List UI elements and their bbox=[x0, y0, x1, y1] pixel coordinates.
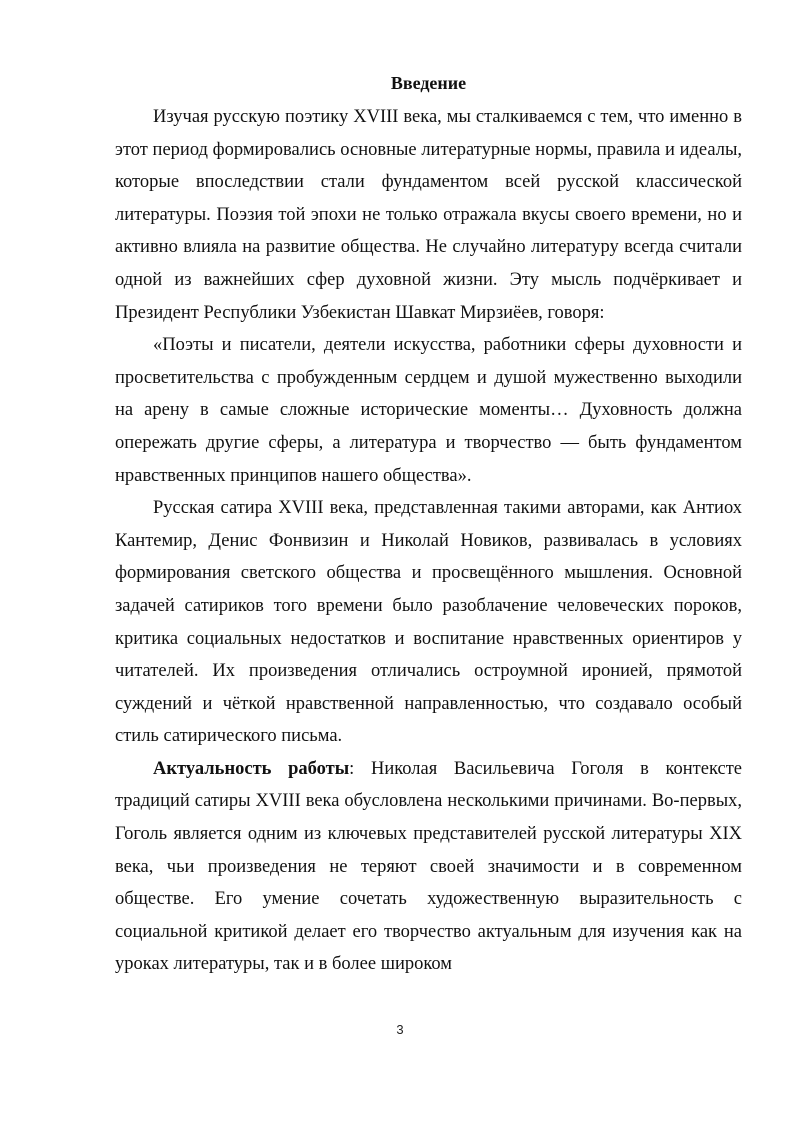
paragraph-quote bbox=[115, 329, 742, 492]
section-title: Введение bbox=[390, 73, 467, 93]
paragraph-satire bbox=[115, 492, 742, 753]
relevance-heading: Актуальность работы bbox=[153, 758, 350, 779]
paragraph-intro-text: Изучая русскую поэтику XVIII века, мы сталкиваемся с тем, что именно в этот период формировались основные литературные нормы, правила и идеалы, которые впоследствии стали фундаментом всей русской классической литературы. Поэзия той эпохи не только отражала вкусы своего времени, но и активно влияла на развитие общества. Не случайно литературу всегда считали одной из важнейших сфер духовной жизни. Эту мысль подчёркивает и Президент Республики Узбекистан Шавкат Мирзиёев, говоря: bbox=[115, 107, 742, 323]
document-page bbox=[115, 70, 742, 981]
paragraph-intro bbox=[115, 101, 742, 329]
page-number: 3 bbox=[396, 1022, 404, 1037]
paragraph-satire-text: Русская сатира XVIII века, представленная такими авторами, как Антиох Кантемир, Денис Фонвизин и Николай Новиков, развивалась в условиях формирования светского общества и просвещённого мышления. Основной задачей сатириков того времени было разоблачение человеческих пороков, критика социальных недостатков и воспитание нравственных ориентиров у читателей. Их произведения отличались остроумной иронией, прямотой суждений и чёткой нравственной направленностью, что создавало особый стиль сатирического письма. bbox=[115, 498, 742, 747]
paragraph-quote-text: «Поэты и писатели, деятели искусства, работники сферы духовности и просветительства с пробужденным сердцем и душой мужественно выходили на арену в самые сложные исторические моменты… Духовность должна опережать другие сферы, а литература и творчество — быть фундаментом нравственных принципов нашего общества». bbox=[115, 335, 742, 486]
paragraph-relevance bbox=[115, 753, 742, 981]
paragraph-relevance-text: : Николая Васильевича Гоголя в контексте традиций сатиры XVIII века обусловлена несколькими причинами. Во-первых, Гоголь является одним из ключевых представителей русской литературы XIX века, чьи произведения не теряют своей значимости и в современном обществе. Его умение сочетать художественную выразительность с социальной критикой делает его творчество актуальным для изучения как на уроках литературы, так и в более широком bbox=[115, 758, 742, 975]
